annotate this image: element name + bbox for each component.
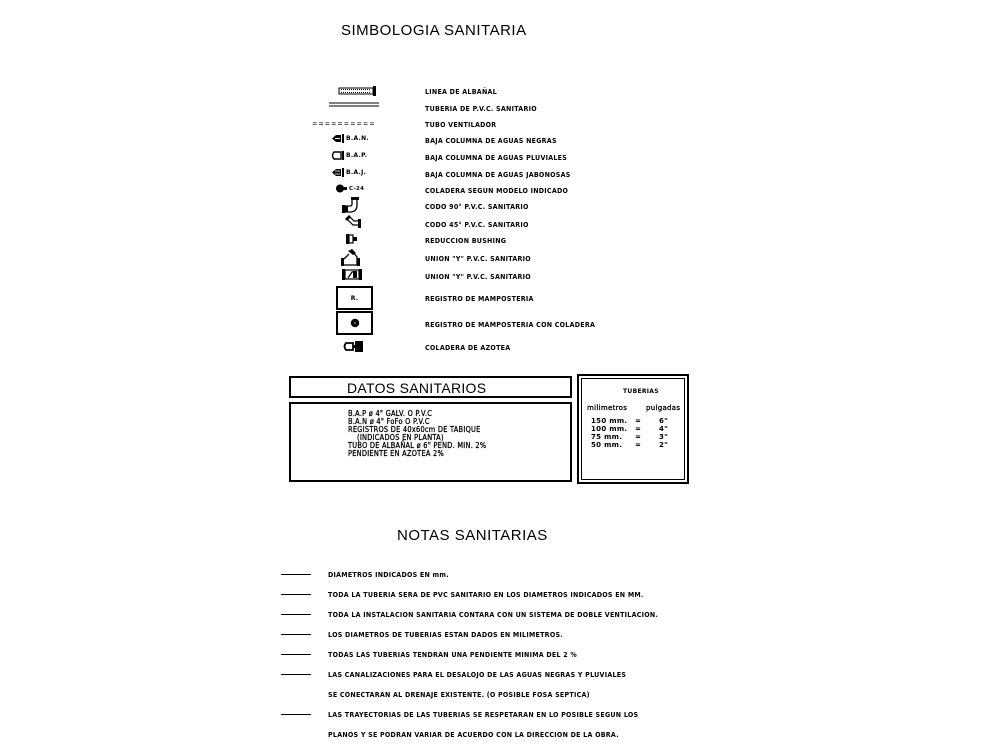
symbol-label: TUBO VENTILADOR [425, 120, 497, 129]
symbol-label: TUBERIA DE P.V.C. SANITARIO [425, 104, 537, 113]
datos-line: B.A.N ø 4" FoFo O P.V.C [348, 417, 430, 426]
datos-line: PENDIENTE EN AZOTEA 2% [348, 449, 445, 458]
datos-line: TUBO DE ALBAÑAL ø 6" PEND. MIN. 2% [348, 441, 487, 450]
datos-body-box [289, 402, 572, 482]
symbol-label: CODO 90° P.V.C. SANITARIO [425, 202, 529, 211]
registro-coladera-icon [336, 311, 373, 335]
symbol-label: UNION "Y" P.V.C. SANITARIO [425, 254, 531, 263]
row-eq: = [635, 425, 642, 433]
union-y-inline-icon [342, 269, 362, 280]
datos-header-box [289, 376, 572, 398]
note-bullet-line [281, 634, 311, 635]
symbol-label: BAJA COLUMNA DE AGUAS PLUVIALES [425, 153, 568, 162]
note-text: LAS TRAYECTORIAS DE LAS TUBERIAS SE RESPETARAN EN LO POSIBLE SEGUN LOS [328, 710, 639, 719]
row-mm: 50 mm. [591, 441, 623, 449]
vent-pipe-icon: ========== [312, 119, 376, 128]
col-header-in: pulgadas [646, 404, 681, 412]
row-mm: 100 mm. [591, 425, 628, 433]
row-eq: = [635, 417, 642, 425]
note-text: TODA LA TUBERIA SERA DE PVC SANITARIO EN LOS DIAMETROS INDICADOS EN MM. [328, 590, 644, 599]
col-header-mm: milimetros [587, 404, 628, 412]
datos-line: B.A.P ø 4" GALV. O P.V.C [348, 409, 433, 418]
note-bullet-line [281, 714, 311, 715]
bap-column-icon: B.A.P. [331, 151, 367, 160]
note-bullet-line [281, 614, 311, 615]
row-mm: 75 mm. [591, 433, 623, 441]
row-in: 4" [659, 425, 669, 433]
row-in: 6" [659, 417, 669, 425]
datos-title: DATOS SANITARIOS [347, 380, 487, 396]
note-bullet-line [281, 674, 311, 675]
tuberias-title: TUBERIAS [623, 388, 659, 395]
note-text: TODAS LAS TUBERIAS TENDRAN UNA PENDIENTE MINIMA DEL 2 % [328, 650, 577, 659]
coladera-azotea-icon [343, 341, 365, 352]
note-text: DIAMETROS INDICADOS EN mm. [328, 570, 449, 579]
symbol-label: COLADERA DE AZOTEA [425, 343, 511, 352]
notas-title: NOTAS SANITARIAS [397, 527, 548, 544]
elbow-45-icon [343, 215, 363, 229]
row-in: 2" [659, 441, 669, 449]
union-y-icon [341, 249, 361, 266]
symbol-label: REDUCCION BUSHING [425, 236, 507, 245]
note-bullet-line [281, 654, 311, 655]
row-in: 3" [659, 433, 669, 441]
row-eq: = [635, 441, 642, 449]
simbologia-title: SIMBOLOGIA SANITARIA [341, 22, 527, 39]
datos-line: (INDICADOS EN PLANTA) [357, 433, 444, 442]
symbol-label: UNION "Y" P.V.C. SANITARIO [425, 272, 531, 281]
row-eq: = [635, 433, 642, 441]
note-bullet-line [281, 574, 311, 575]
note-text: PLANOS Y SE PODRAN VARIAR DE ACUERDO CON LA DIRECCION DE LA OBRA. [328, 730, 619, 739]
symbol-label: COLADERA SEGUN MODELO INDICADO [425, 186, 569, 195]
symbol-label: BAJA COLUMNA DE AGUAS JABONOSAS [425, 170, 571, 179]
note-text: SE CONECTARAN AL DRENAJE EXISTENTE. (O POSIBLE FOSA SEPTICA) [328, 690, 590, 699]
ban-column-icon: B.A.N. [331, 134, 369, 143]
note-text: LOS DIAMETROS DE TUBERIAS ESTAN DADOS EN MILIMETROS. [328, 630, 563, 639]
datos-line: REGISTROS DE 40x60cm DE TABIQUE [348, 425, 481, 434]
albanal-line-icon [338, 86, 378, 96]
symbol-label: REGISTRO DE MAMPOSTERIA [425, 294, 534, 303]
coladera-icon: C-24 [335, 184, 364, 193]
row-mm: 150 mm. [591, 417, 628, 425]
symbol-label: REGISTRO DE MAMPOSTERIA CON COLADERA [425, 320, 596, 329]
baj-column-icon: B.A.J. [331, 168, 366, 177]
note-bullet-line [281, 594, 311, 595]
symbol-label: LINEA DE ALBAÑAL [425, 87, 497, 96]
symbol-label: BAJA COLUMNA DE AGUAS NEGRAS [425, 136, 557, 145]
elbow-90-icon [342, 197, 360, 214]
note-text: TODA LA INSTALACION SANITARIA CONTARA CON UN SISTEMA DE DOBLE VENTILACION. [328, 610, 659, 619]
pvc-pipe-icon [329, 102, 379, 108]
tuberias-box [577, 374, 689, 484]
bushing-icon [346, 234, 358, 244]
note-text: LAS CANALIZACIONES PARA EL DESALOJO DE LAS AGUAS NEGRAS Y PLUVIALES [328, 670, 627, 679]
symbol-label: CODO 45° P.V.C. SANITARIO [425, 220, 529, 229]
registro-icon: R. [336, 286, 373, 310]
